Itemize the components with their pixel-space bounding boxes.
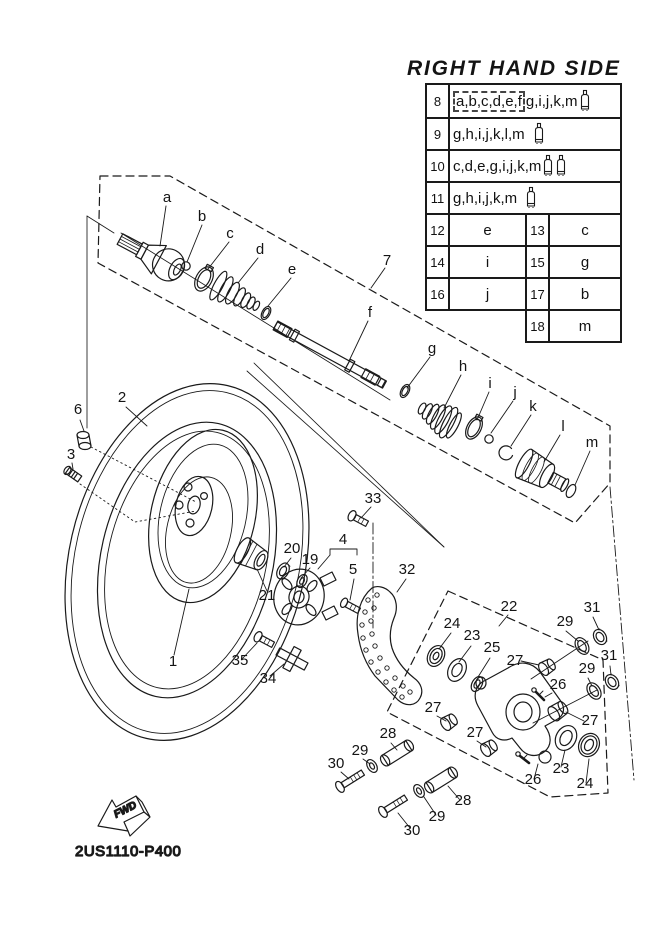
part-label-20: 20 [283,540,301,557]
legend-cell-val: j [485,285,490,303]
legend-row-number: 10 [427,151,450,181]
part-label-21: 21 [258,587,276,604]
axle-shaft-f [273,320,388,390]
nut-31-right [603,672,622,692]
part-label-f: f [367,304,373,321]
part-label-h: h [458,358,468,375]
bearing-23-lower [551,722,581,754]
part-labels-layer [67,189,618,839]
part-label-a: a [162,189,172,206]
axle-cap-m [564,483,578,499]
legend-cell-val: e [483,221,492,239]
bearing-23-left [444,655,470,684]
part-label-35: 35 [231,652,249,669]
part-label-22: 22 [500,598,518,615]
letters: g,h,i,j,k,m [453,189,518,207]
collar-27-left [439,712,460,732]
letters: g,i,j,k,m [525,92,578,110]
cv-boot-h [411,392,465,442]
valve-cap [77,432,91,450]
part-label-27: 27 [506,652,524,669]
part-label-29: 29 [428,808,446,825]
valve-dotted-lines [80,447,196,522]
legend-cell-val: b [580,285,590,303]
bracket-34 [272,641,312,677]
legend-cell-val: c [581,221,589,239]
legend-cell-num: 13 [527,215,550,245]
part-label-24: 24 [443,615,461,632]
letters: g,h,i,j,k,l,m [453,125,525,143]
part-label-24: 24 [576,775,594,792]
part-label-27: 27 [424,699,442,716]
brake-guard-32 [357,587,422,705]
washer-29-left [364,758,379,775]
part-label-b: b [197,208,207,225]
legend-cell-num: 12 [427,215,450,245]
part-label-31: 31 [600,647,618,664]
seal-24-lower [575,730,604,761]
centerline [610,487,634,780]
part-label-c: c [226,225,234,242]
part-label-30: 30 [327,755,345,772]
hub-nut-20 [274,561,292,581]
part-label-7: 7 [382,252,392,269]
legend-cell-num: 15 [527,247,550,277]
legend-cell-val: i [485,253,490,271]
nut-31-top [591,627,610,647]
part-label-29: 29 [578,660,596,677]
leader-lines [72,206,611,828]
snap-ring-j [485,435,493,443]
seal-24-left [424,643,448,670]
part-label-4: 4 [338,531,348,548]
sleeve-28-lower [423,765,460,794]
legend-row-number: 9 [427,119,450,149]
part-label-32: 32 [398,561,416,578]
cv-joint-inner [512,447,574,500]
part-label-28: 28 [379,725,397,742]
legend-cell-num: 17 [527,279,550,309]
legend-cell-num: 14 [427,247,450,277]
part-label-5: 5 [348,561,358,578]
part-label-25: 25 [483,639,501,656]
circlip-k [499,446,512,460]
part-label-26: 26 [524,771,542,788]
legend-cell-num: 16 [427,279,450,309]
knuckle-assembly-dashed-box [387,591,608,797]
part-label-27: 27 [581,712,599,729]
part-label-6: 6 [73,401,83,418]
legend-row-number: 8 [427,85,450,117]
boot-clamp-g [398,383,412,399]
bolt-30-bottom [377,792,409,818]
part-label-26: 26 [549,676,567,693]
collar-27-top [537,657,558,677]
boot-clamp-i [462,413,486,442]
legend-row-number: 11 [427,183,450,213]
boot-clamp-c [191,262,218,294]
part-label-k: k [529,398,537,415]
cv-boot-d [207,269,266,321]
snap-ring-b [182,262,190,270]
legend-cell-val: m [578,317,592,335]
letters: c,d,e,g,i,j,k,m [453,157,542,175]
boxed-letters: a,b,c,d,e,f [453,91,525,112]
part-label-e: e [287,261,297,278]
drawing-code: 2US1110-P400 [75,843,182,860]
part-label-d: d [255,241,265,258]
wheel-rim [133,419,274,614]
part-label-31: 31 [583,599,601,616]
boot-clamp-e [259,305,273,321]
part-label-m: m [585,434,599,451]
part-label-27: 27 [466,724,484,741]
part-label-34: 34 [259,670,277,687]
legend-cell-val: g [580,253,590,271]
part-label-2: 2 [117,389,127,406]
part-label-29: 29 [351,742,369,759]
tire [31,359,342,765]
part-label-29: 29 [556,613,574,630]
part-label-1: 1 [168,653,178,670]
part-label-g: g [427,340,437,357]
part-label-j: j [513,384,517,401]
part-label-30: 30 [403,822,421,839]
bolt-35 [252,630,275,649]
part-label-19: 19 [301,551,319,568]
seal-29-right [584,680,604,702]
part-label-i: i [488,375,492,392]
page-title: RIGHT HAND SIDE [407,57,621,80]
part-label-l: l [561,418,565,435]
fwd-label: FWD [111,799,139,821]
part-label-3: 3 [66,446,76,463]
part-label-23: 23 [463,627,481,644]
part-label-23: 23 [552,760,570,777]
sleeve-28-upper [379,738,416,767]
part-label-33: 33 [364,490,382,507]
part-label-28: 28 [454,792,472,809]
legend-cell-num: 18 [527,311,550,341]
